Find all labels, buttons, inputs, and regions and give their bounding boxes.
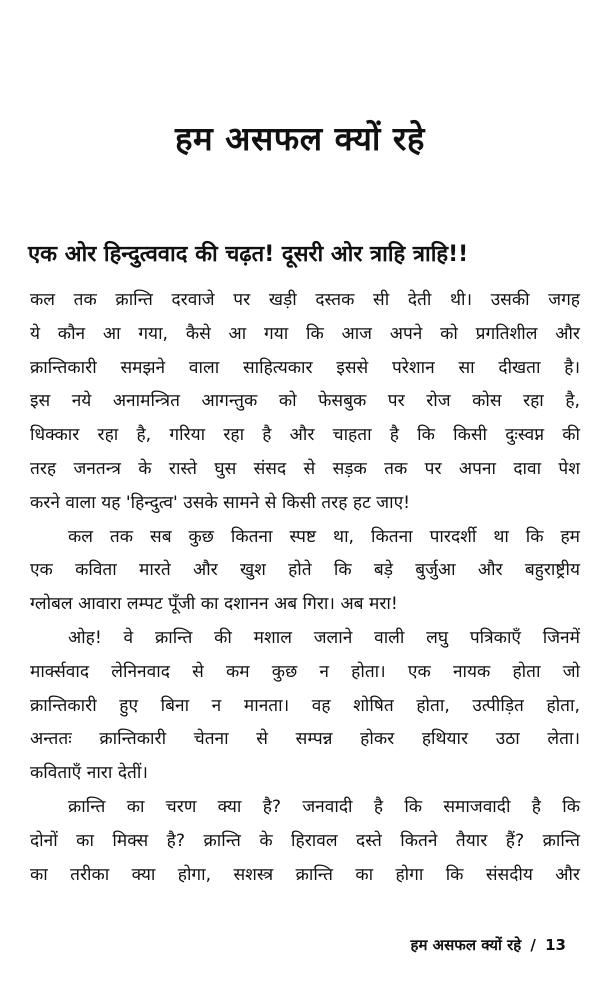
text-line: एक कविता मारते और खुश होते कि बड़े बुर्जुआ और बहुराष्ट्रीय [30,560,580,581]
footer-separator: / [530,936,536,954]
chapter-title: हम असफल क्यों रहे [175,119,425,158]
body-text [30,284,580,892]
text-line: क्रान्ति का चरण क्या है? जनवादी है कि समाजवादी है कि [68,796,580,817]
text-line: ग्लोबल आवारा लम्पट पूँजी का दशानन अब गिरा। अब मरा! [30,594,398,615]
text-line: क्रान्तिकारी हुए बिना न मानता। वह शोषित होता, उत्पीड़ित होता, [30,695,580,716]
text-line: अन्ततः क्रान्तिकारी चेतना से सम्पन्न होकर हथियार उठा लेता। [30,729,580,750]
text-line: मार्क्सवाद लेनिनवाद से कम कुछ न होता। एक नायक होता जो [30,661,580,682]
text-line: कविताएँ नारा देतीं। [30,763,148,784]
text-line: कल तक क्रान्ति दरवाजे पर खड़ी दस्तक सी देती थी। उसकी जगह [30,290,580,310]
page-number: 13 [545,936,566,954]
text-line: धिक्कार रहा है, गरिया रहा है और चाहता है कि किसी दुःस्वप्न की [30,425,580,446]
text-line: का तरीका क्या होगा, सशस्त्र क्रान्ति का होगा कि संसदीय और [30,864,580,885]
section-heading: एक ओर हिन्दुत्ववाद की चढ़त! दूसरी ओर त्राहि त्राहि!! [28,242,469,267]
text-line: कल तक सब कुछ कितना स्पष्ट था, कितना पारदर्शी था कि हम [68,526,580,547]
running-title: हम असफल क्यों रहे [410,936,522,954]
text-line: तरह जनतन्त्र के रास्ते घुस संसद से सड़क तक पर अपना दावा पेश [30,458,580,479]
text-line: इस नये अनामन्त्रित आगन्तुक को फेसबुक पर रोज कोस रहा है, [30,391,580,412]
text-line: ओह! वे क्रान्ति की मशाल जलाने वाली लघु पत्रिकाएँ जिनमें [68,627,580,648]
page-footer [411,935,566,955]
text-line: क्रान्तिकारी समझने वाला साहित्यकार इससे परेशान सा दीखता है। [30,357,580,378]
text-line: दोनों का मिक्स है? क्रान्ति के हिरावल दस्ते कितने तैयार हैं? क्रान्ति [30,830,580,851]
text-line: ये कौन आ गया, कैसे आ गया कि आज अपने को प्रगतिशील और [30,323,580,344]
text-line: करने वाला यह 'हिन्दुत्व' उसके सामने से किसी तरह हट जाए! [30,492,411,513]
